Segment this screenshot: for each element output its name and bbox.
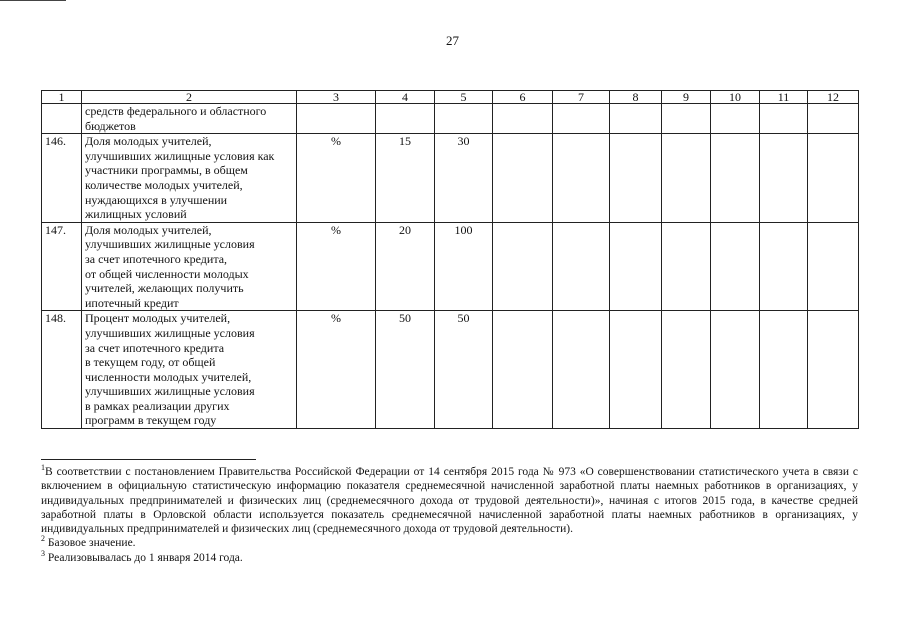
footnote-1 [41, 465, 858, 536]
indicator-line: в рамках реализации других [85, 398, 230, 413]
unit-cell: % [297, 311, 376, 429]
col-header-9: 9 [662, 91, 711, 104]
empty-cell [711, 104, 760, 134]
footnote-text: В соответствии с постановлением Правительства Российской Федерации от 14 сентября 2015 года № 973 «О совершенствовании статистического учета в связи с включением в официальную статистическую информацию показателя среднемесячной начисленной заработной платы наемных работников в организациях, у индивидуальных предпринимателей и физических лиц (среднемесячного дохода от трудовой деятельности)», начиная с итогов 2015 года, в качестве средней заработной платы в Орловской области используется показатель среднемесячной начисленной заработной платы наемных работников в организациях, у индивидуальных предпринимателей и физических лиц (среднемесячного дохода от трудовой деятельности). [41, 466, 858, 536]
empty-cell [493, 134, 553, 223]
value-col-5: 30 [435, 134, 493, 223]
empty-cell [610, 134, 662, 223]
empty-cell [553, 104, 610, 134]
row-number: 148. [42, 311, 82, 429]
indicator-line: улучшивших жилищные условия как [85, 148, 275, 163]
indicator-line: количестве молодых учителей, [85, 177, 243, 192]
indicator-line: Доля молодых учителей, [85, 222, 212, 237]
footnote-3 [41, 548, 858, 565]
table-row [42, 134, 859, 223]
value-col-5 [435, 104, 493, 134]
empty-cell [662, 104, 711, 134]
col-header-7: 7 [553, 91, 610, 104]
indicator-line: от общей численности молодых [85, 266, 249, 281]
empty-cell [760, 222, 808, 311]
col-header-4: 4 [376, 91, 435, 104]
empty-cell [610, 222, 662, 311]
value-col-4 [376, 104, 435, 134]
corner-rule [0, 0, 66, 1]
indicator-line: Процент молодых учителей, [85, 311, 231, 326]
header-row [42, 91, 859, 104]
value-col-5: 100 [435, 222, 493, 311]
indicator-line: улучшивших жилищные условия [85, 325, 255, 340]
footnotes [41, 465, 858, 565]
indicator-line: участники программы, в общем [85, 163, 248, 178]
footnote-mark: 1 [41, 463, 45, 472]
value-col-4: 15 [376, 134, 435, 223]
empty-cell [808, 222, 859, 311]
empty-cell [711, 134, 760, 223]
indicator-line: нуждающихся в улучшении [85, 192, 228, 207]
empty-cell [711, 311, 760, 429]
col-header-1: 1 [42, 91, 82, 104]
footnote-mark: 2 [41, 534, 45, 544]
indicator-line: улучшивших жилищные условия [85, 384, 255, 399]
unit-cell: % [297, 222, 376, 311]
col-header-5: 5 [435, 91, 493, 104]
indicator-line: за счет ипотечного кредита, [85, 251, 228, 266]
col-header-2: 2 [82, 91, 297, 104]
col-header-11: 11 [760, 91, 808, 104]
indicator-line: численности молодых учителей, [85, 369, 252, 384]
col-header-10: 10 [711, 91, 760, 104]
footnote-2 [41, 536, 858, 550]
empty-cell [662, 222, 711, 311]
page-number: 27 [446, 33, 459, 48]
indicator-line: бюджетов [85, 118, 136, 133]
empty-cell [493, 104, 553, 134]
indicator-name [82, 134, 297, 223]
empty-cell [760, 134, 808, 223]
indicator-line: улучшивших жилищные условия [85, 237, 255, 252]
indicator-name [82, 311, 297, 429]
indicator-line: в текущем году, от общей [85, 355, 216, 370]
indicator-line: учителей, желающих получить [85, 281, 244, 296]
unit-cell: % [297, 134, 376, 223]
indicator-line: программ в текущем году [85, 413, 217, 428]
unit-cell [297, 104, 376, 134]
footnote-separator [41, 459, 256, 460]
indicator-name [82, 104, 297, 134]
indicator-table [41, 90, 859, 429]
empty-cell [808, 134, 859, 223]
empty-cell [760, 104, 808, 134]
indicator-line: средств федерального и областного [85, 104, 267, 118]
empty-cell [808, 311, 859, 429]
table-row [42, 104, 859, 134]
empty-cell [610, 104, 662, 134]
indicator-line: за счет ипотечного кредита [85, 340, 225, 355]
indicator-line: Доля молодых учителей, [85, 134, 212, 149]
indicator-name [82, 222, 297, 311]
empty-cell [662, 311, 711, 429]
empty-cell [711, 222, 760, 311]
row-number: 147. [42, 222, 82, 311]
empty-cell [808, 104, 859, 134]
table-row [42, 222, 859, 311]
value-col-5: 50 [435, 311, 493, 429]
footnote-text: Базовое значение. [47, 537, 136, 550]
row-number [42, 104, 82, 134]
footnote-mark: 3 [41, 548, 45, 558]
empty-cell [662, 134, 711, 223]
col-header-8: 8 [610, 91, 662, 104]
empty-cell [760, 311, 808, 429]
value-col-4: 20 [376, 222, 435, 311]
table-row [42, 311, 859, 429]
col-header-12: 12 [808, 91, 859, 104]
indicator-line: ипотечный кредит [85, 295, 179, 310]
empty-cell [553, 222, 610, 311]
footnote-text: Реализовывалась до 1 января 2014 года. [47, 551, 243, 564]
row-number: 146. [42, 134, 82, 223]
empty-cell [493, 311, 553, 429]
empty-cell [610, 311, 662, 429]
empty-cell [553, 134, 610, 223]
col-header-3: 3 [297, 91, 376, 104]
value-col-4: 50 [376, 311, 435, 429]
empty-cell [553, 311, 610, 429]
col-header-6: 6 [493, 91, 553, 104]
indicator-line: жилищных условий [85, 207, 187, 222]
empty-cell [493, 222, 553, 311]
